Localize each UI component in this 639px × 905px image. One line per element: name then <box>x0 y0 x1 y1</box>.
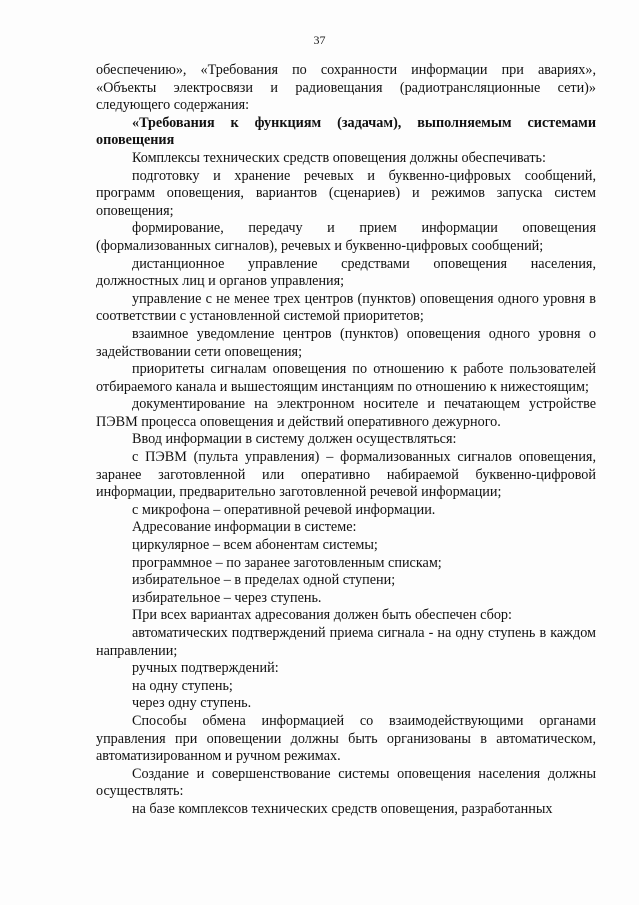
paragraph: циркулярное – всем абонентам системы; <box>132 537 378 554</box>
paragraph: Адресование информации в системе: <box>132 519 357 536</box>
paragraph: документирование на электронном носителе и печатающем устройстве ПЭВМ процесса оповещения и действий оперативного дежурного. <box>96 396 596 430</box>
paragraph: автоматических подтверждений приема сигнала - на одну ступень в каждом направлении; <box>96 625 596 659</box>
document-body <box>96 62 596 819</box>
paragraph: Создание и совершенствование системы оповещения населения должны осуществлять: <box>96 765 596 800</box>
paragraph: обеспечению», «Требования по сохранности информации при авариях», «Объекты электросвязи и радиовещания (радиотрансляционные сети)» следующего содержания: <box>96 62 596 114</box>
paragraph: формирование, передачу и прием информации оповещения (формализованных сигналов), речевых и буквенно-цифровых сообщений; <box>96 220 596 254</box>
paragraph: Способы обмена информацией со взаимодействующими органами управления при оповещении должны быть организованы в автоматическом, автоматизированном и ручном режимах. <box>96 712 596 765</box>
paragraph: Ввод информации в систему должен осуществляться: <box>132 431 457 448</box>
paragraph: на одну ступень; <box>132 677 233 694</box>
paragraph: взаимное уведомление центров (пунктов) оповещения одного уровня о задействовании сети оповещения; <box>96 325 596 360</box>
paragraph: приоритеты сигналам оповещения по отношению к работе пользователей отбираемого канала и вышестоящим инстанциям по отношению к нижестоящим; <box>96 361 596 395</box>
paragraph: с микрофона – оперативной речевой информации. <box>132 501 436 518</box>
paragraph: Комплексы технических средств оповещения должны обеспечивать: <box>132 149 546 166</box>
paragraph: управление с не менее трех центров (пунктов) оповещения одного уровня в соответствии с установленной системой приоритетов; <box>96 290 596 325</box>
paragraph: через одну ступень. <box>132 695 252 712</box>
paragraph: подготовку и хранение речевых и буквенно-цифровых сообщений, программ оповещения, вариантов (сценариев) и режимов запуска систем оповещения; <box>96 167 596 219</box>
paragraph: ручных подтверждений: <box>132 660 279 677</box>
paragraph: избирательное – в пределах одной ступени; <box>132 572 396 589</box>
paragraph: программное – по заранее заготовленным спискам; <box>132 554 442 571</box>
page-number: 37 <box>313 33 326 47</box>
paragraph: на базе комплексов технических средств оповещения, разработанных <box>132 800 553 817</box>
paragraph: При всех вариантах адресования должен быть обеспечен сбор: <box>132 607 512 624</box>
paragraph: избирательное – через ступень. <box>132 589 322 606</box>
paragraph: с ПЭВМ (пульта управления) – формализованных сигналов оповещения, заранее заготовленной или оперативно набираемой буквенно-цифровой информации, предварительно заготовленной речевой информации; <box>96 449 596 501</box>
paragraph: дистанционное управление средствами оповещения населения, должностных лиц и органов управления; <box>96 255 596 290</box>
section-heading: «Требования к функциям (задачам), выполняемым системами оповещения <box>96 114 596 149</box>
